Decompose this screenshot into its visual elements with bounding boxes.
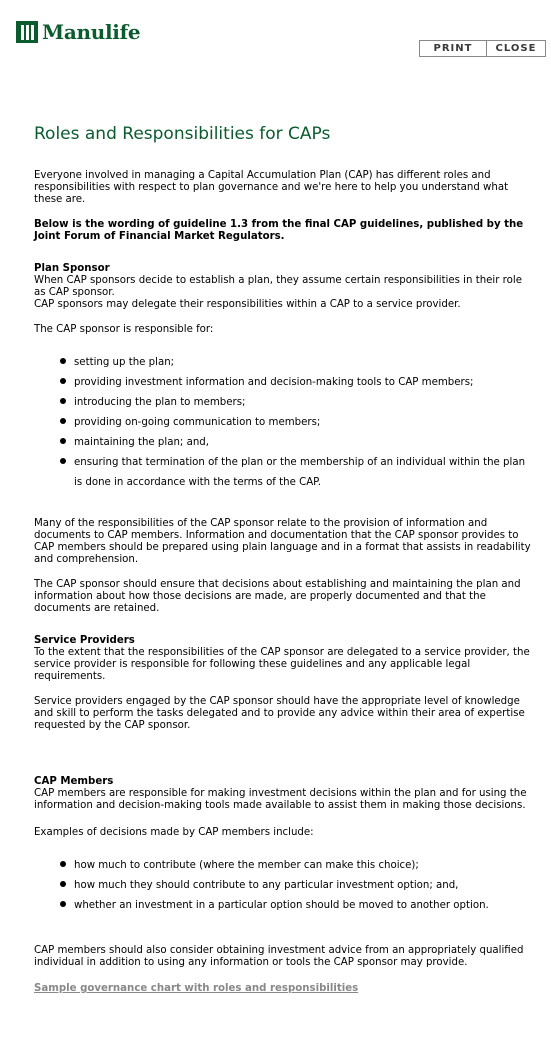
cap-members-list (34, 856, 534, 916)
toolbar (419, 40, 546, 57)
plan-sponsor-list (34, 353, 534, 493)
service-providers-heading: Service Providers (34, 635, 135, 646)
plan-sponsor-paragraph-1: Many of the responsibilities of the CAP sponsor relate to the provision of information and documents to CAP members. Information and documentation that the CAP sponsor provides to CAP members should be prepared using plain language and in a format that assists in readability and comprehension. (34, 518, 531, 565)
plan-sponsor-line-1: When CAP sponsors decide to establish a plan, they assume certain responsibilities in their role as CAP sponsor. (34, 275, 522, 298)
page-title: Roles and Responsibilities for CAPs (34, 124, 331, 144)
list-item: whether an investment in a particular option should be moved to another option. (34, 896, 534, 916)
cap-members-paragraph-1: CAP members are responsible for making investment decisions within the plan and for using the information and decision-making tools made available to assist them in making those decisions. (34, 788, 527, 811)
plan-sponsor-responsible-for: The CAP sponsor is responsible for: (34, 324, 214, 335)
list-item: setting up the plan; (34, 353, 534, 373)
cap-members-heading: CAP Members (34, 776, 114, 787)
list-item: providing investment information and decision-making tools to CAP members; (34, 373, 534, 393)
manulife-logo (16, 20, 140, 44)
list-item: introducing the plan to members; (34, 393, 534, 413)
main-content (34, 123, 534, 995)
plan-sponsor-heading: Plan Sponsor (34, 263, 110, 274)
guideline-note: Below is the wording of guideline 1.3 from the final CAP guidelines, published by the Joint Forum of Financial Market Regulators. (34, 219, 524, 242)
print-button[interactable]: PRINT (420, 41, 487, 56)
service-providers-paragraph-2: Service providers engaged by the CAP sponsor should have the appropriate level of knowledge and skill to perform the tasks delegated and to provide any advice within their area of expertise requested by the CAP sponsor. (34, 696, 525, 731)
list-item: ensuring that termination of the plan or the membership of an individual within the plan is done in accordance with the terms of the CAP. (34, 453, 534, 493)
intro-paragraph: Everyone involved in managing a Capital Accumulation Plan (CAP) has different roles and responsibilities with respect to plan governance and we're here to help you understand what these are. (34, 170, 509, 205)
list-item: how much they should contribute to any particular investment option; and, (34, 876, 534, 896)
plan-sponsor-paragraph-2: The CAP sponsor should ensure that decisions about establishing and maintaining the plan and information about how those decisions are made, are properly documented and that the documents are retained. (34, 579, 521, 614)
cap-members-examples-intro: Examples of decisions made by CAP members include: (34, 827, 314, 838)
brand-name: Manulife (42, 20, 141, 44)
list-item: providing on-going communication to members; (34, 413, 534, 433)
service-providers-paragraph-1: To the extent that the responsibilities of the CAP sponsor are delegated to a service provider, the service provider is responsible for following these guidelines and any applicable legal requirements. (34, 647, 530, 682)
list-item: how much to contribute (where the member can make this choice); (34, 856, 534, 876)
governance-chart-link[interactable]: Sample governance chart with roles and responsibilities (34, 983, 359, 994)
cap-members-paragraph-2: CAP members should also consider obtaining investment advice from an appropriately qualified individual in addition to using any information or tools the CAP sponsor may provide. (34, 945, 524, 968)
close-button[interactable]: CLOSE (487, 41, 545, 56)
plan-sponsor-line-2: CAP sponsors may delegate their responsibilities within a CAP to a service provider. (34, 299, 461, 310)
list-item: maintaining the plan; and, (34, 433, 534, 453)
manulife-logo-icon (16, 21, 38, 43)
